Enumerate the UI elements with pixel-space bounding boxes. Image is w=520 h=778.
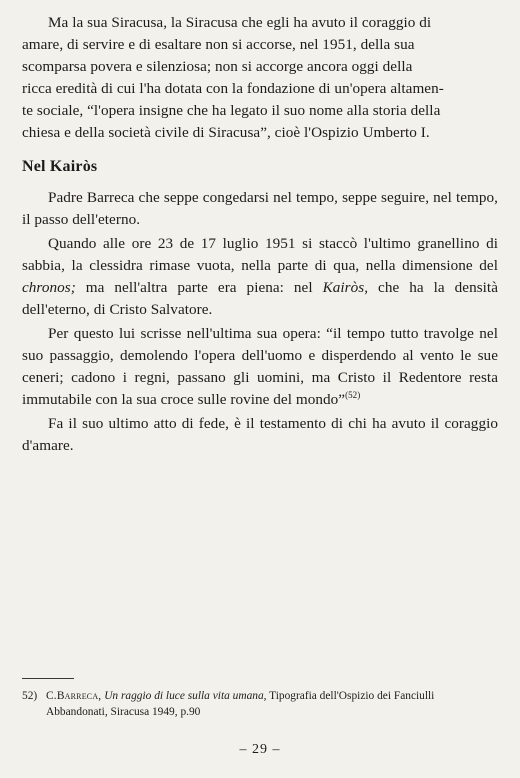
footnote-divider (22, 678, 74, 679)
paragraph-line: amare, di servire e di esaltare non si accorse, nel 1951, della sua (22, 36, 415, 53)
footnote-author: C.Barreca, (46, 690, 102, 702)
section-body (22, 187, 498, 459)
italic-term-chronos: chronos; (22, 279, 76, 296)
footnote-publisher: Tipografia dell'Ospizio dei Fanciulli (266, 690, 435, 702)
paragraph-hourglass (22, 233, 498, 321)
footnote (22, 688, 498, 720)
footnote-continuation: Abbandonati, Siracusa 1949, p.90 (46, 706, 201, 718)
paragraph-line: Ma la sua Siracusa, la Siracusa che egli ha avuto il coraggio di (48, 14, 432, 31)
italic-term-kairos: Kairòs, (322, 279, 369, 296)
footnote-reference: (52) (345, 389, 361, 400)
footnote-number: 52) (22, 690, 38, 702)
paragraph-line: chiesa e della società civile di Siracusa”, cioè l'Ospizio Umberto I. (22, 124, 430, 141)
paragraph-opening (22, 12, 498, 144)
paragraph-line: scomparsa povera e silenziosa; non si accorge ancora oggi della (22, 58, 413, 75)
page-number: – 29 – (239, 742, 281, 757)
paragraph-farewell: Padre Barreca che seppe congedarsi nel tempo, seppe seguire, nel tempo, il passo dell'eterno. (22, 189, 498, 228)
text-run: Quando alle ore 23 de 17 luglio 1951 si staccò l'ultimo granellino di sabbia, la clessidra rimase vuota, nella parte di qua, nella dimensione del (22, 235, 498, 274)
text-run: ma nell'altra parte era piena: nel (75, 279, 323, 296)
paragraph-line: ricca eredità di cui l'ha dotata con la fondazione di un'opera altamen- (22, 80, 444, 97)
section-heading: Nel Kairòs (22, 158, 98, 175)
paragraph-final-act: Fa il suo ultimo atto di fede, è il testamento di chi ha avuto il coraggio d'amare. (22, 415, 498, 454)
footnote-title: Un raggio di luce sulla vita umana, (104, 690, 267, 702)
text-run: Per questo lui scrisse nell'ultima sua opera: “il tempo tutto travolge nel suo passaggio, demolendo l'opera dell'uomo e disperdendo al vento le sue ceneri; cadono i regni, passano gli uomini, ma Cristo il Redentore resta immutabile con la sua croce sulle rovine del mondo” (22, 325, 498, 408)
paragraph-line: te sociale, “l'opera insigne che ha legato il suo nome alla storia della (22, 102, 441, 119)
text-run: che ha la densità dell'eterno, di Cristo Salvatore. (22, 279, 498, 318)
paragraph-quotation (22, 323, 498, 411)
